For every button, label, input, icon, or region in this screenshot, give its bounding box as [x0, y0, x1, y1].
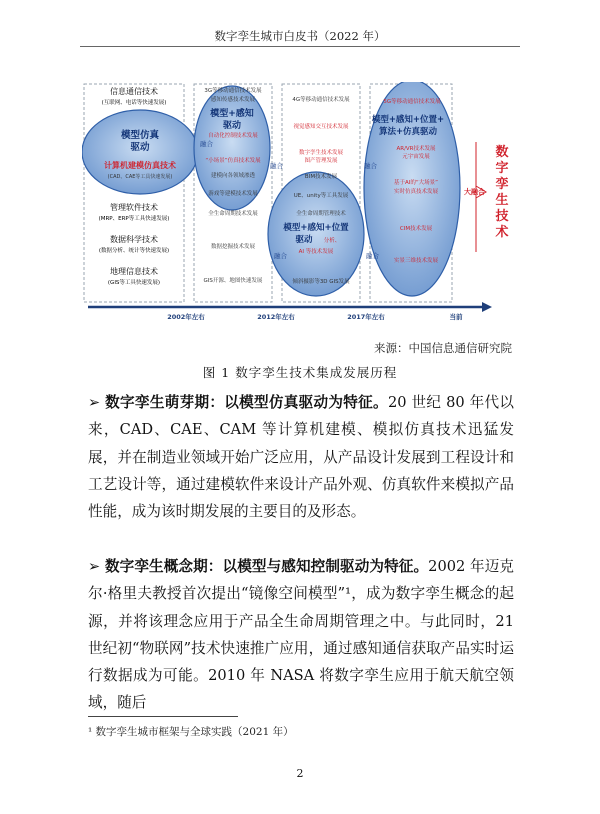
svg-text:建模向各领域渗透: 建模向各领域渗透	[210, 173, 256, 179]
tech-evolution-diagram	[82, 82, 518, 332]
svg-text:(数据分析、统计等快速发展): (数据分析、统计等快速发展)	[98, 248, 170, 254]
header-rule	[80, 46, 520, 47]
paragraph-germination	[88, 389, 514, 525]
svg-text:融合: 融合	[270, 162, 283, 170]
svg-text:地理信息技术: 地理信息技术	[110, 267, 158, 276]
svg-text:基于AI的“大场景”: 基于AI的“大场景”	[393, 180, 439, 186]
svg-text:GIS开源、地图快速发展: GIS开源、地图快速发展	[203, 278, 263, 284]
figure-source: 来源：中国信息通信研究院	[374, 341, 512, 355]
svg-text:元宇宙发展: 元宇宙发展	[402, 154, 430, 160]
svg-text:AI 等技术发展: AI 等技术发展	[298, 249, 334, 255]
svg-text:模型仿真: 模型仿真	[120, 130, 160, 141]
svg-text:(互联网、电话等快速发展): (互联网、电话等快速发展)	[101, 100, 167, 106]
svg-text:(GIS等工具快速发展): (GIS等工具快速发展)	[107, 280, 161, 286]
left-label-3	[99, 234, 169, 254]
svg-text:融合: 融合	[274, 252, 287, 260]
svg-text:模型+感知: 模型+感知	[210, 109, 254, 119]
paragraph-body: 2002 年迈克尔·格里夫教授首次提出“镜像空间模型”¹，成为数字孪生概念的起源，并将该理念应用于产品全生命周期管理之中。与此同时，21 世纪初“物联网”技术快速推广应用，通过感知通信获取产品实时运行数据成为可能。2010 年 NASA 将数字孪生应用于航天航空领域，随后	[88, 558, 515, 712]
svg-text:模型+感知+位置+: 模型+感知+位置+	[371, 115, 445, 125]
footnote-rule	[88, 716, 238, 717]
svg-text:倾斜摄影等3D GIS发展: 倾斜摄影等3D GIS发展	[292, 279, 350, 285]
footnote: ¹ 数字孪生城市框架与全球实践（2021 年）	[88, 726, 294, 738]
svg-text:模型+感知+位置: 模型+感知+位置	[283, 223, 349, 233]
svg-text:全生命周期管理技术: 全生命周期管理技术	[296, 211, 346, 217]
left-label-2	[99, 202, 170, 222]
svg-text:管理软件技术: 管理软件技术	[110, 203, 158, 212]
svg-text:2012年左右: 2012年左右	[257, 313, 295, 321]
svg-text:实景三维技术发展: 实景三维技术发展	[393, 258, 439, 264]
svg-text:生: 生	[495, 193, 509, 208]
page-number: 2	[296, 767, 304, 780]
paragraph-body: 20 世纪 80 年代以来，CAD、CAE、CAM 等计算机建模、模拟仿真技术迅猛发展，并在制造业领域开始广泛应用，从产品设计发展到工程设计和工艺设计等，通过建模软件来设计产品外观、仿真软件来模拟产品性能，成为该时期发展的主要目的及形态。	[88, 394, 515, 521]
svg-text:融合: 融合	[366, 252, 379, 260]
timeline-labels	[167, 312, 463, 321]
svg-text:图产管理发展: 图产管理发展	[304, 158, 338, 164]
svg-text:计算机建模仿真技术: 计算机建模仿真技术	[104, 161, 176, 170]
svg-text:2002年左右: 2002年左右	[167, 313, 205, 321]
svg-text:算法+仿真驱动: 算法+仿真驱动	[378, 127, 438, 137]
paragraph-lead: 数字孪生萌芽期：以模型仿真驱动为特征。	[105, 394, 388, 411]
svg-text:2017年左右: 2017年左右	[347, 313, 385, 321]
svg-text:AR/VR技术发展: AR/VR技术发展	[396, 146, 436, 152]
svg-text:3G等移动通信技术发展: 3G等移动通信技术发展	[204, 88, 262, 94]
left-label-1	[102, 86, 167, 106]
digital-twin-tech-title	[494, 144, 508, 240]
svg-text:UE、unity等工具发展: UE、unity等工具发展	[293, 193, 349, 199]
svg-text:CIM技术发展: CIM技术发展	[399, 226, 433, 232]
svg-text:视觉感知交互技术发展: 视觉感知交互技术发展	[293, 124, 349, 130]
paragraph-concept	[88, 553, 514, 717]
svg-text:信息通信技术: 信息通信技术	[110, 87, 158, 96]
big-fusion-label: 大融合	[464, 188, 485, 196]
svg-text:(MRP、ERP等工具快速发展): (MRP、ERP等工具快速发展)	[98, 216, 170, 222]
paragraph-lead: 数字孪生概念期：以模型与感知控制驱动为特征。	[104, 558, 429, 575]
svg-text:数据挖掘技术发展: 数据挖掘技术发展	[210, 244, 256, 250]
svg-text:“小场景”仿真技术发展: “小场景”仿真技术发展	[205, 158, 261, 164]
svg-text:融合: 融合	[364, 162, 377, 170]
fusion-arrow	[476, 142, 486, 252]
bullet-marker: ➢	[88, 394, 101, 411]
svg-text:分析、: 分析、	[323, 238, 341, 244]
svg-text:感知传感技术发展: 感知传感技术发展	[210, 97, 256, 103]
svg-text:5G等移动通信技术发展: 5G等移动通信技术发展	[383, 99, 441, 105]
svg-text:字: 字	[495, 161, 509, 176]
svg-text:4G等移动通信技术发展: 4G等移动通信技术发展	[292, 97, 350, 103]
svg-text:自动化控制技术发展: 自动化控制技术发展	[208, 133, 258, 139]
running-header: 数字孪生城市白皮书（2022 年）	[214, 29, 386, 43]
left-label-4	[108, 266, 160, 286]
svg-text:孪: 孪	[495, 177, 509, 192]
svg-text:全生命周期技术发展: 全生命周期技术发展	[208, 211, 258, 217]
svg-text:融合: 融合	[200, 140, 213, 148]
svg-text:当前: 当前	[449, 313, 463, 321]
svg-text:数据科学技术: 数据科学技术	[110, 235, 158, 244]
bubble-model-sense-position	[268, 172, 364, 296]
svg-text:数: 数	[495, 145, 509, 160]
bullet-marker: ➢	[88, 558, 101, 575]
figure-caption: 图 1 数字孪生技术集成发展历程	[202, 365, 398, 380]
svg-text:BIM技术发展: BIM技术发展	[304, 174, 338, 180]
svg-text:术: 术	[495, 225, 509, 240]
svg-text:驱动: 驱动	[295, 235, 313, 245]
svg-text:技: 技	[495, 209, 509, 224]
svg-text:实时仿真技术发展: 实时仿真技术发展	[393, 189, 439, 195]
svg-text:游戏等建模技术发展: 游戏等建模技术发展	[208, 191, 258, 197]
svg-text:数字孪生技术发展: 数字孪生技术发展	[298, 150, 344, 156]
svg-text:驱动: 驱动	[130, 142, 150, 153]
svg-text:驱动: 驱动	[222, 121, 242, 131]
timeline-arrowhead	[482, 302, 492, 312]
svg-text:(CAD、CAE等工具快速发展): (CAD、CAE等工具快速发展)	[107, 174, 173, 180]
